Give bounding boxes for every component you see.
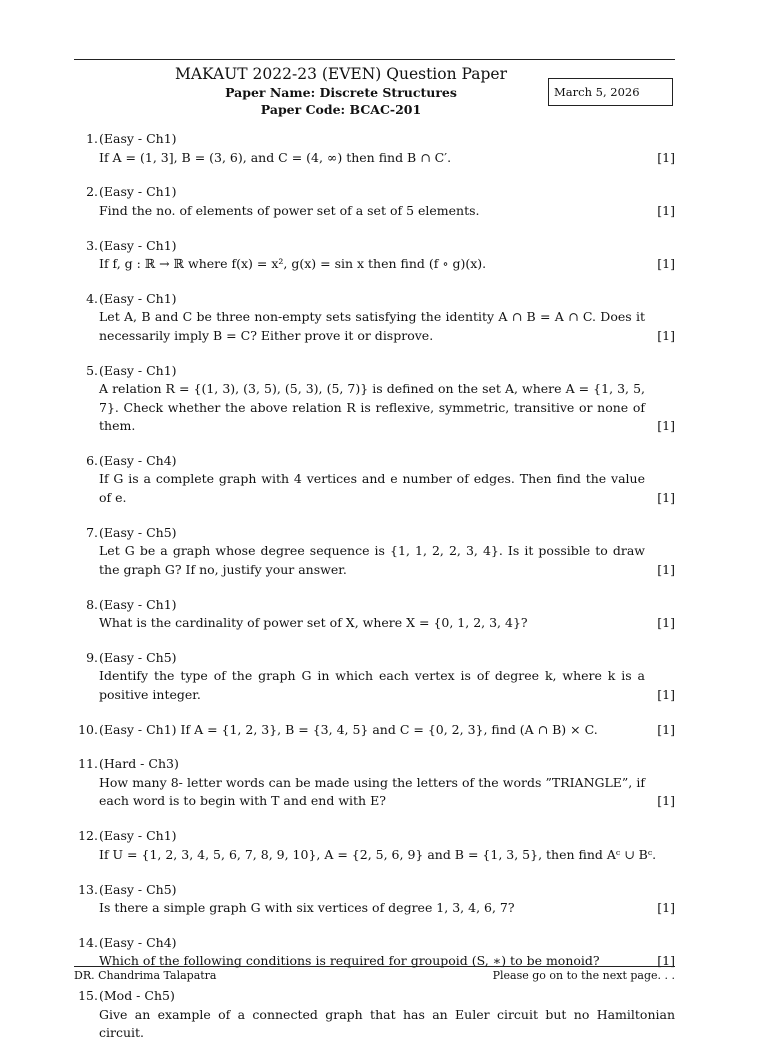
question-marks: [1] xyxy=(657,900,675,916)
paper-name: Paper Name: Discrete Structures xyxy=(225,85,457,100)
question-text: Is there a simple graph G with six vertices of degree 1, 3, 4, 6, 7? xyxy=(99,900,515,916)
question-difficulty-tag: (Easy - Ch5) xyxy=(99,881,177,897)
question-body xyxy=(99,183,645,220)
question-text: A relation R = {(1, 3), (3, 5), (5, 3), (5, 7)} is defined on the set A, where A = {1, 3, 5, 7}. Check whether the above relation R is reflexive, symmetric, transitive or none of them. xyxy=(99,381,645,434)
question-item xyxy=(74,452,675,508)
question-marks: [1] xyxy=(657,202,675,218)
question-item xyxy=(74,524,675,580)
question-number: 8. xyxy=(86,596,98,612)
top-rule xyxy=(74,59,675,60)
question-difficulty-tag: (Easy - Ch5) xyxy=(99,524,177,540)
date-box: March 5, 2026 xyxy=(548,78,673,106)
question-item xyxy=(74,290,675,346)
question-text: If f, g : ℝ → ℝ where f(x) = x², g(x) = sin x then find (f ∘ g)(x). xyxy=(99,256,487,272)
question-number: 2. xyxy=(86,184,98,200)
question-text: If U = {1, 2, 3, 4, 5, 6, 7, 8, 9, 10}, A = {2, 5, 6, 9} and B = {1, 3, 5}, then find Aᶜ ∪ Bᶜ. xyxy=(99,846,657,862)
question-difficulty-tag: (Easy - Ch1) xyxy=(99,237,177,253)
question-marks: [1] xyxy=(657,327,675,343)
paper-code: Paper Code: BCAC-201 xyxy=(260,102,422,117)
question-item xyxy=(74,596,675,633)
paper-header xyxy=(74,64,608,118)
question-difficulty-tag: (Easy - Ch4) xyxy=(99,934,177,950)
question-number: 11. xyxy=(78,756,98,772)
question-text: If A = {1, 2, 3}, B = {3, 4, 5} and C = {0, 2, 3}, find (A ∩ B) × C. xyxy=(180,721,598,737)
question-difficulty-tag: (Easy - Ch1) xyxy=(99,828,177,844)
question-marks: [1] xyxy=(657,418,675,434)
question-item xyxy=(74,721,675,740)
question-body xyxy=(99,130,645,167)
question-list xyxy=(74,130,675,1059)
question-difficulty-tag: (Easy - Ch1) xyxy=(99,596,177,612)
question-item xyxy=(74,987,675,1043)
question-difficulty-tag: (Easy - Ch5) xyxy=(99,649,177,665)
question-number: 10. xyxy=(78,721,98,737)
question-difficulty-tag: (Easy - Ch4) xyxy=(99,452,177,468)
question-difficulty-tag: (Easy - Ch1) xyxy=(99,184,177,200)
question-text: Find the no. of elements of power set of a set of 5 elements. xyxy=(99,202,480,218)
question-number: 13. xyxy=(78,881,98,897)
question-difficulty-tag: (Easy - Ch1) xyxy=(99,131,177,146)
question-marks: [1] xyxy=(657,793,675,809)
question-difficulty-tag: (Mod - Ch5) xyxy=(99,988,175,1004)
question-marks: [1] xyxy=(657,149,675,165)
question-item xyxy=(74,755,675,811)
question-number: 14. xyxy=(78,934,98,950)
footer-author: DR. Chandrima Talapatra xyxy=(74,969,217,982)
question-item xyxy=(74,827,675,864)
question-text: How many 8- letter words can be made using the letters of the words ”TRIANGLE”, if each word is to begin with T and end with E? xyxy=(99,774,645,809)
question-text: Give an example of a connected graph that has an Euler circuit but no Hamiltonian circuit. xyxy=(99,1006,675,1041)
question-body xyxy=(99,755,645,811)
question-difficulty-tag: (Hard - Ch3) xyxy=(99,756,179,772)
question-item xyxy=(74,649,675,705)
question-number: 15. xyxy=(78,988,98,1004)
question-body xyxy=(99,827,675,864)
question-body xyxy=(99,881,645,918)
question-number: 4. xyxy=(86,290,98,306)
question-difficulty-tag: (Easy - Ch1) xyxy=(99,362,177,378)
question-marks: [1] xyxy=(657,561,675,577)
question-number: 5. xyxy=(86,362,98,378)
question-number: 9. xyxy=(86,649,98,665)
question-difficulty-tag: (Easy - Ch1) xyxy=(99,290,177,306)
question-number: 12. xyxy=(78,828,98,844)
question-marks: [1] xyxy=(657,489,675,505)
question-body xyxy=(99,452,645,508)
question-item xyxy=(74,130,675,167)
question-text: If G is a complete graph with 4 vertices and e number of edges. Then find the value of e. xyxy=(99,471,645,505)
question-body xyxy=(99,290,645,346)
question-text: Which of the following conditions is required for groupoid (S, ∗) to be monoid? xyxy=(99,953,600,969)
footer-next-page: Please go on to the next page. . . xyxy=(492,969,675,982)
question-item xyxy=(74,237,675,274)
question-text: What is the cardinality of power set of X, where X = {0, 1, 2, 3, 4}? xyxy=(99,615,528,631)
question-marks: [1] xyxy=(657,953,675,969)
question-difficulty-tag: (Easy - Ch1) xyxy=(99,721,177,737)
question-body xyxy=(99,596,645,633)
question-marks: [1] xyxy=(657,721,675,737)
question-item xyxy=(74,362,675,436)
question-text: Let G be a graph whose degree sequence is {1, 1, 2, 2, 3, 4}. Is it possible to draw the graph G? If no, justify your answer. xyxy=(99,543,645,577)
question-marks: [1] xyxy=(657,615,675,631)
question-body xyxy=(99,987,675,1043)
question-marks: [1] xyxy=(657,256,675,272)
question-body xyxy=(99,649,645,705)
question-item xyxy=(74,881,675,918)
question-text: If A = (1, 3], B = (3, 6), and C = (4, ∞) then find B ∩ C′. xyxy=(99,149,452,165)
question-body xyxy=(99,524,645,580)
question-text: Let A, B and C be three non-empty sets satisfying the identity A ∩ B = A ∩ C. Does it necessarily imply B = C? Either prove it or disprove. xyxy=(99,309,645,343)
question-number: 6. xyxy=(86,452,98,468)
page-title: MAKAUT 2022-23 (EVEN) Question Paper xyxy=(174,65,507,83)
question-item xyxy=(74,183,675,220)
bottom-rule xyxy=(74,966,675,967)
question-text: Identify the type of the graph G in which each vertex is of degree k, where k is a positive integer. xyxy=(99,668,645,702)
question-body xyxy=(99,362,645,436)
question-body xyxy=(99,237,645,274)
question-number: 7. xyxy=(86,524,98,540)
question-body xyxy=(99,721,645,740)
question-number: 1. xyxy=(86,131,98,146)
question-number: 3. xyxy=(86,237,98,253)
question-marks: [1] xyxy=(657,686,675,702)
